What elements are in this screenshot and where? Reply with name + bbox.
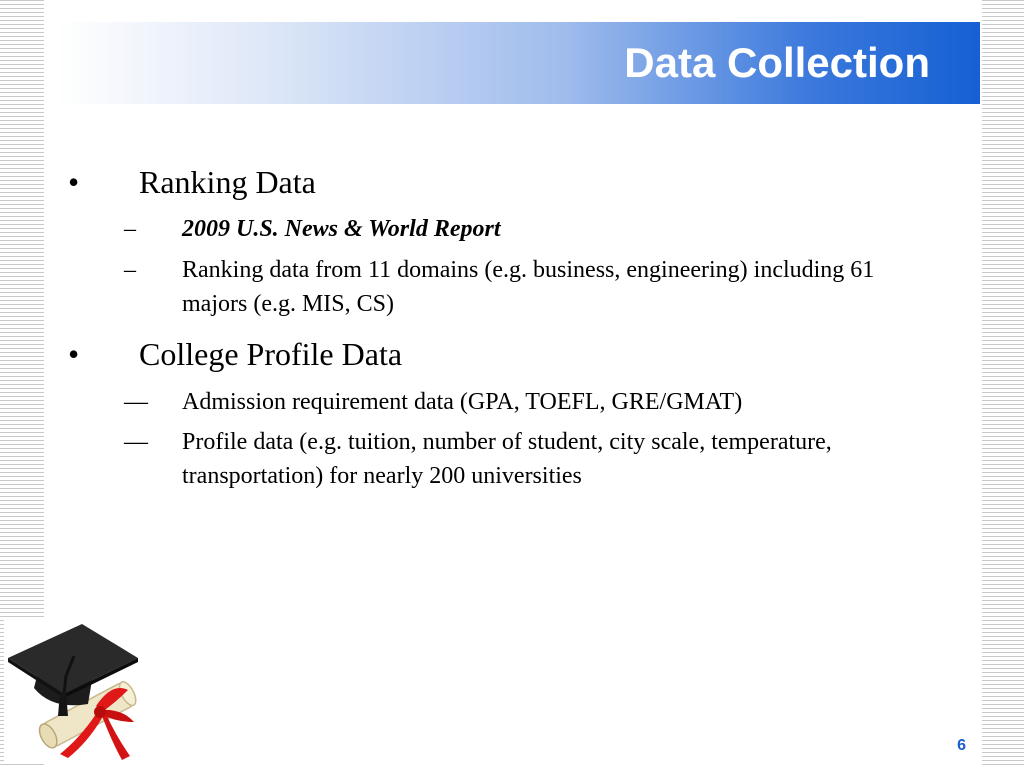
dash-marker: ― xyxy=(124,389,148,415)
graduation-cap-diploma-icon xyxy=(4,618,150,764)
sub-bullet-text: Ranking data from 11 domains (e.g. business, engineering) including 61 majors (e.g. MIS, CS) xyxy=(182,257,875,317)
bullet-heading: College Profile Data xyxy=(139,336,403,372)
bullet-marker: • xyxy=(68,164,80,200)
dash-marker: – xyxy=(124,257,136,283)
dash-marker: ― xyxy=(124,429,148,455)
bullet-marker: • xyxy=(68,336,80,372)
sub-bullet-text: 2009 U.S. News & World Report xyxy=(182,216,501,242)
dash-marker: – xyxy=(124,216,136,242)
sub-bullet-text: Profile data (e.g. tuition, number of student, city scale, temperature, transportation) for nearly 200 universities xyxy=(182,429,832,489)
slide-title: Data Collection xyxy=(624,39,930,86)
bullet-heading: Ranking Data xyxy=(139,164,316,200)
page-number: 6 xyxy=(957,737,966,754)
sub-bullet-text: Admission requirement data (GPA, TOEFL, GRE/GMAT) xyxy=(182,389,743,415)
